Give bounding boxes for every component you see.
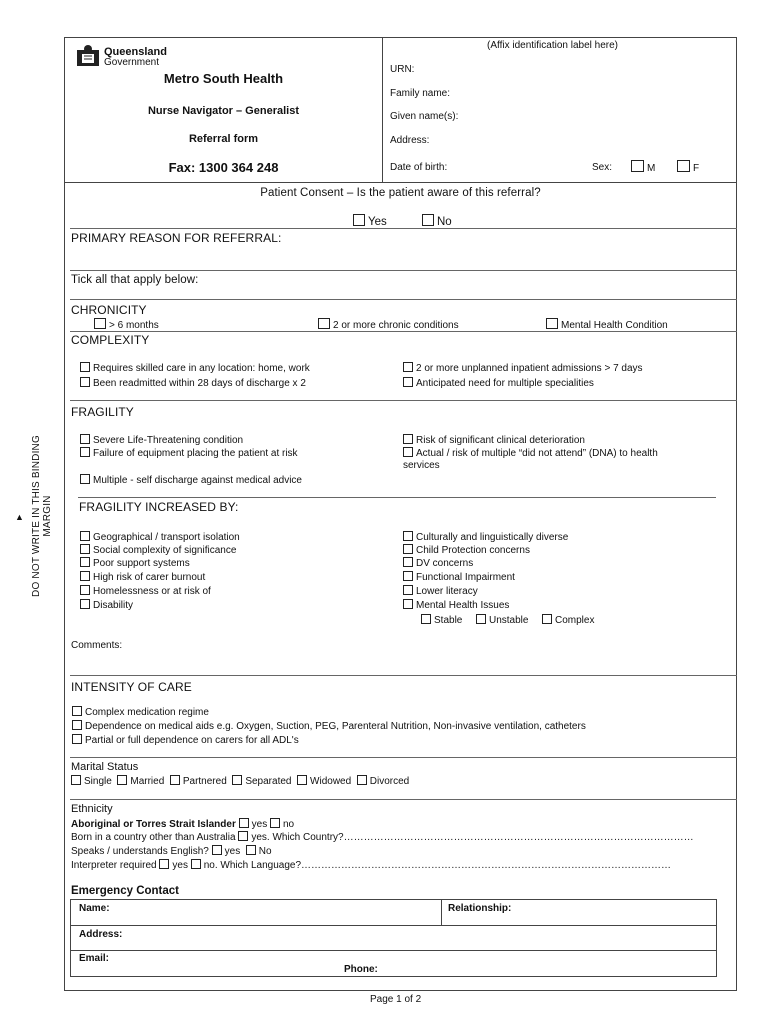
checkbox[interactable]	[246, 845, 256, 855]
checkbox[interactable]	[80, 434, 90, 444]
checkbox[interactable]	[403, 434, 413, 444]
emergency-name-field[interactable]: Name:	[79, 903, 110, 914]
divider	[78, 497, 716, 498]
queensland-crest-icon	[74, 44, 102, 68]
divider	[70, 331, 737, 332]
fragility-increased-option[interactable]: Disability	[80, 599, 133, 611]
sex-label: Sex:	[592, 162, 613, 173]
fragility-increased-title: FRAGILITY INCREASED BY:	[79, 500, 239, 514]
checkbox[interactable]	[403, 599, 413, 609]
divider	[70, 228, 737, 229]
sex-m-checkbox[interactable]	[631, 160, 644, 172]
checkbox[interactable]	[80, 585, 90, 595]
consent-no-option[interactable]: No	[422, 214, 452, 228]
emergency-email-field[interactable]: Email:	[79, 953, 110, 964]
divider	[70, 400, 737, 401]
tick-all-note: Tick all that apply below:	[71, 274, 199, 286]
fragility-increased-option[interactable]: Poor support systems	[80, 557, 190, 569]
checkbox[interactable]	[80, 474, 90, 484]
checkbox[interactable]	[72, 706, 82, 716]
given-names-label: Given name(s):	[390, 111, 459, 122]
checkbox[interactable]	[476, 614, 486, 624]
fragility-option[interactable]: Actual / risk of multiple “did not attend” (DNA) to health	[403, 447, 658, 459]
family-name-label: Family name:	[390, 88, 451, 99]
fragility-increased-option[interactable]: Homelessness or at risk of	[80, 585, 211, 597]
fragility-option[interactable]: Severe Life-Threatening condition	[80, 434, 243, 446]
checkbox[interactable]	[238, 831, 248, 841]
marital-options: Single Married Partnered Separated Widowed Divorced	[71, 775, 409, 787]
fragility-increased-option[interactable]: Mental Health Issues	[403, 599, 509, 611]
fragility-increased-option[interactable]: Culturally and linguistically diverse	[403, 531, 568, 543]
emergency-phone-field[interactable]: Phone:	[344, 964, 378, 975]
form-name: Referral form	[188, 133, 259, 145]
checkbox[interactable]	[80, 557, 90, 567]
header-left	[64, 37, 383, 182]
complexity-option[interactable]: 2 or more unplanned inpatient admissions > 7 days	[403, 362, 643, 374]
atsi-row: Aboriginal or Torres Strait Islander yes no	[71, 819, 295, 830]
intensity-title: INTENSITY OF CARE	[71, 680, 192, 694]
consent-yes-checkbox[interactable]	[353, 214, 365, 226]
checkbox[interactable]	[191, 859, 201, 869]
sex-f-checkbox[interactable]	[677, 160, 690, 172]
checkbox[interactable]	[94, 318, 106, 329]
checkbox[interactable]	[72, 720, 82, 730]
checkbox[interactable]	[403, 447, 413, 457]
complexity-option[interactable]: Anticipated need for multiple specialities	[403, 377, 594, 389]
complexity-option[interactable]: Been readmitted within 28 days of discharge x 2	[80, 377, 306, 389]
born-row: Born in a country other than Australia yes. Which Country?……………………………………………………………………………………………	[71, 832, 694, 843]
logo-line1: Queensland	[104, 46, 167, 58]
checkbox[interactable]	[117, 775, 127, 785]
emergency-table	[70, 899, 717, 977]
checkbox[interactable]	[80, 544, 90, 554]
checkbox[interactable]	[80, 362, 90, 372]
fragility-title: FRAGILITY	[71, 405, 134, 419]
checkbox[interactable]	[403, 544, 413, 554]
english-row: Speaks / understands English? yes No	[71, 846, 272, 857]
dob-label: Date of birth:	[390, 162, 448, 173]
fax-number: Fax: 1300 364 248	[168, 160, 279, 175]
checkbox[interactable]	[403, 557, 413, 567]
chronicity-option[interactable]: > 6 months	[94, 318, 159, 331]
emergency-title: Emergency Contact	[71, 885, 180, 897]
checkbox[interactable]	[318, 318, 330, 329]
checkbox[interactable]	[159, 859, 169, 869]
program-name: Nurse Navigator – Generalist	[147, 105, 299, 117]
complexity-title: COMPLEXITY	[71, 333, 150, 347]
emergency-address-field[interactable]: Address:	[79, 929, 123, 940]
mh-stable-option[interactable]: Stable	[421, 614, 462, 626]
checkbox[interactable]	[80, 447, 90, 457]
checkbox[interactable]	[542, 614, 552, 624]
checkbox[interactable]	[297, 775, 307, 785]
checkbox[interactable]	[212, 845, 222, 855]
checkbox[interactable]	[239, 818, 249, 828]
consent-no-checkbox[interactable]	[422, 214, 434, 226]
divider	[441, 900, 442, 925]
arrow-up-icon: ▲	[15, 512, 24, 522]
checkbox[interactable]	[170, 775, 180, 785]
checkbox[interactable]	[80, 377, 90, 387]
divider	[70, 675, 737, 676]
complexity-option[interactable]: Requires skilled care in any location: home, work	[80, 362, 310, 374]
fragility-option[interactable]: Multiple - self discharge against medical advice	[80, 474, 302, 486]
checkbox[interactable]	[403, 531, 413, 541]
fragility-increased-option[interactable]: DV concerns	[403, 557, 473, 569]
fragility-option-cont: services	[403, 460, 440, 471]
binding-margin-note: DO NOT WRITE IN THIS BINDING MARGIN	[31, 435, 53, 597]
interpreter-row: Interpreter required yes no. Which Language?…………………………………………………………………………………………………	[71, 860, 672, 871]
checkbox[interactable]	[403, 377, 413, 387]
checkbox[interactable]	[80, 571, 90, 581]
fragility-increased-option[interactable]: High risk of carer burnout	[80, 571, 205, 583]
checkbox[interactable]	[270, 818, 280, 828]
divider	[70, 757, 737, 758]
affix-note: (Affix identification label here)	[487, 40, 618, 51]
emergency-relationship-field[interactable]: Relationship:	[448, 903, 512, 914]
intensity-option[interactable]: Dependence on medical aids e.g. Oxygen, Suction, PEG, Parenteral Nutrition, Non-invasive ventilation, catheters	[72, 720, 586, 732]
chronicity-option[interactable]: 2 or more chronic conditions	[318, 318, 459, 331]
consent-yes-option[interactable]: Yes	[353, 214, 387, 228]
chronicity-option[interactable]: Mental Health Condition	[546, 318, 668, 331]
marital-title: Marital Status	[71, 761, 139, 773]
checkbox[interactable]	[546, 318, 558, 329]
checkbox[interactable]	[357, 775, 367, 785]
mh-complex-option[interactable]: Complex	[542, 614, 594, 626]
logo-line2: Government	[104, 57, 160, 68]
checkbox[interactable]	[403, 585, 413, 595]
sex-m-option[interactable]: M	[631, 160, 655, 174]
intensity-option[interactable]: Complex medication regime	[72, 706, 209, 718]
checkbox[interactable]	[72, 734, 82, 744]
fragility-increased-option[interactable]: Lower literacy	[403, 585, 478, 597]
fragility-increased-option[interactable]: Social complexity of significance	[80, 544, 236, 556]
org-name: Metro South Health	[163, 71, 284, 86]
checkbox[interactable]	[421, 614, 431, 624]
fragility-increased-option[interactable]: Child Protection concerns	[403, 544, 530, 556]
header-divider	[64, 182, 737, 183]
chronicity-title: CHRONICITY	[71, 303, 147, 317]
sex-f-option[interactable]: F	[677, 160, 699, 174]
checkbox[interactable]	[403, 571, 413, 581]
divider	[70, 270, 737, 271]
comments-label: Comments:	[71, 640, 123, 651]
mh-unstable-option[interactable]: Unstable	[476, 614, 528, 626]
divider	[71, 950, 716, 951]
fragility-option[interactable]: Risk of significant clinical deterioration	[403, 434, 585, 446]
primary-reason-label: PRIMARY REASON FOR REFERRAL:	[71, 231, 282, 245]
divider	[70, 299, 737, 300]
checkbox[interactable]	[80, 531, 90, 541]
consent-question: Patient Consent – Is the patient aware of this referral?	[260, 187, 541, 199]
checkbox[interactable]	[80, 599, 90, 609]
fragility-increased-option[interactable]: Functional Impairment	[403, 571, 515, 583]
fragility-option[interactable]: Failure of equipment placing the patient at risk	[80, 447, 298, 459]
ethnicity-title: Ethnicity	[71, 803, 113, 815]
checkbox[interactable]	[403, 362, 413, 372]
divider	[70, 799, 737, 800]
divider	[71, 925, 716, 926]
checkbox[interactable]	[232, 775, 242, 785]
intensity-option[interactable]: Partial or full dependence on carers for all ADL's	[72, 734, 299, 746]
page-number: Page 1 of 2	[370, 994, 422, 1005]
checkbox[interactable]	[71, 775, 81, 785]
fragility-increased-option[interactable]: Geographical / transport isolation	[80, 531, 240, 543]
address-label: Address:	[390, 135, 430, 146]
urn-label: URN:	[390, 64, 415, 75]
